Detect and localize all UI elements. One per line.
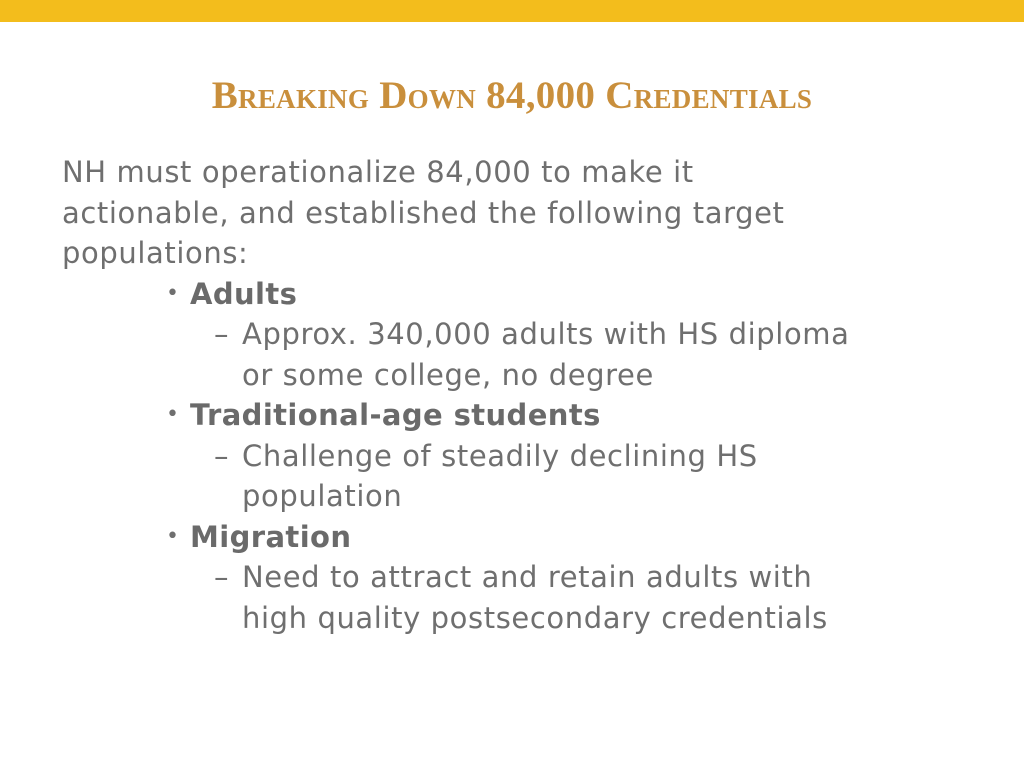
target-population-list <box>62 274 962 639</box>
slide-title: Breaking Down 84,000 Credentials <box>211 74 813 117</box>
slide-body <box>62 152 962 638</box>
sub-item-line: high quality postsecondary credentials <box>242 600 828 635</box>
sub-item-line: Approx. 340,000 adults with HS diploma <box>242 317 850 351</box>
list-item-migration <box>62 517 962 639</box>
sub-list-item <box>190 314 962 395</box>
sub-item-line: Need to attract and retain adults with <box>242 560 813 594</box>
dash-icon: – <box>214 560 229 594</box>
sub-list <box>190 314 962 395</box>
dash-icon: – <box>214 317 229 351</box>
dash-icon: – <box>214 438 229 473</box>
top-accent-bar <box>0 0 1024 22</box>
bullet-icon: • <box>166 280 179 306</box>
sub-item-line: or some college, no degree <box>242 357 654 392</box>
intro-line: actionable, and established the following target <box>62 195 785 230</box>
list-item-traditional-age-students <box>62 395 962 517</box>
intro-paragraph <box>62 152 962 274</box>
bullet-icon: • <box>166 402 179 427</box>
bullet-icon: • <box>166 523 179 549</box>
sub-list-item <box>190 557 962 638</box>
list-item-label: Migration <box>190 519 352 554</box>
sub-item-line: population <box>242 479 403 513</box>
sub-item-line: Challenge of steadily declining HS <box>242 438 758 473</box>
sub-list <box>190 557 962 638</box>
sub-list-item <box>190 436 962 517</box>
intro-line: populations: <box>62 236 249 270</box>
list-item-label: Traditional-age students <box>190 398 601 432</box>
intro-line: NH must operationalize 84,000 to make it <box>62 155 694 189</box>
sub-list <box>190 436 962 517</box>
list-item-label: Adults <box>190 276 298 311</box>
list-item-adults <box>62 274 962 396</box>
